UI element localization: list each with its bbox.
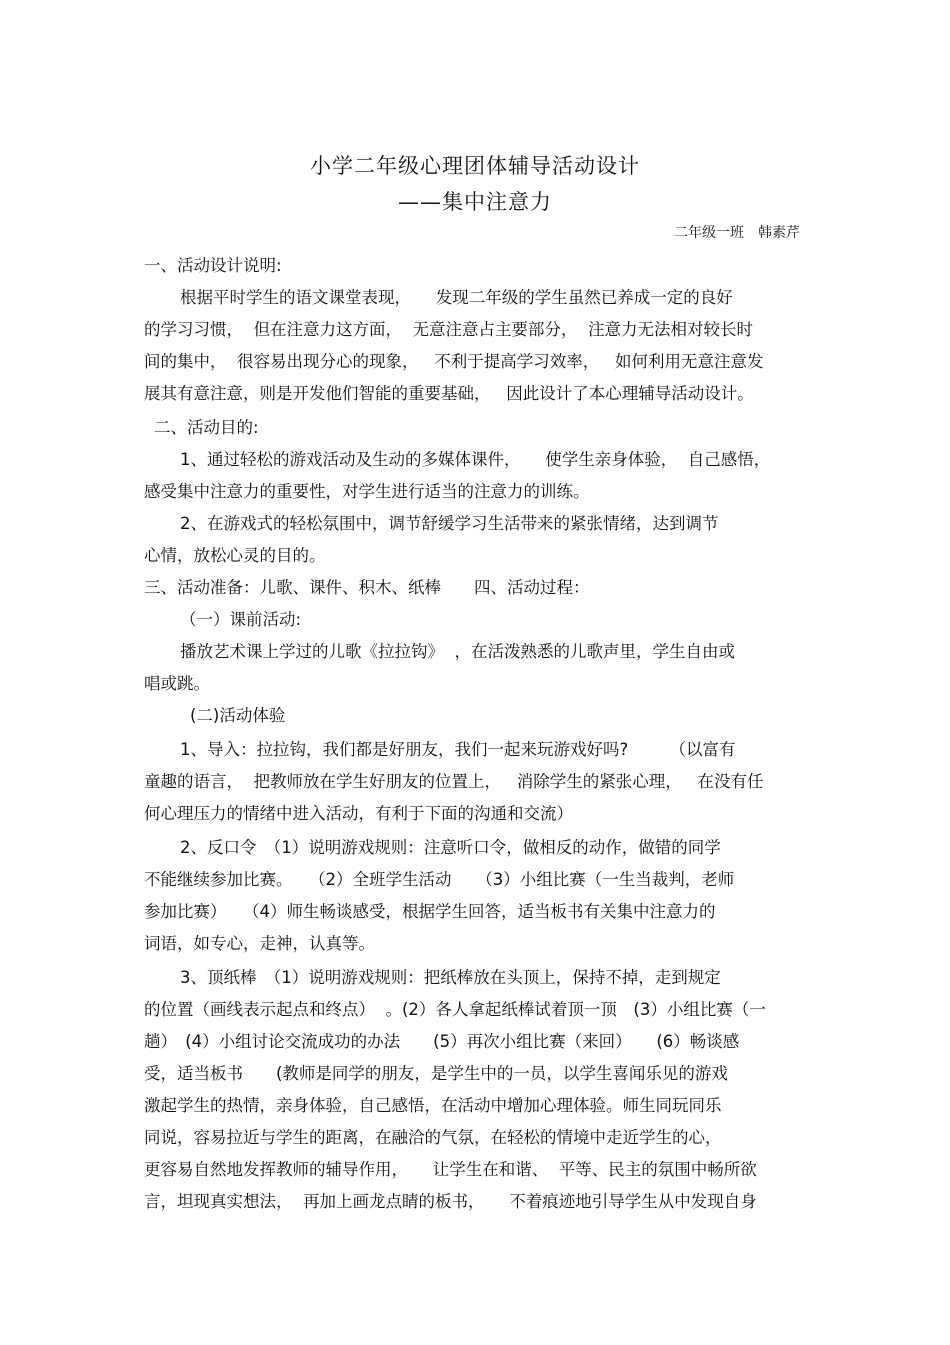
paragraph-line: 同说，容易拉近与学生的距离，在融洽的气氛，在轻松的情境中走近学生的心， bbox=[144, 1128, 722, 1147]
paragraph-line: 激起学生的热情，亲身体验，自己感悟，在活动中增加心理体验。师生同玩同乐 bbox=[144, 1096, 722, 1115]
paragraph-line: 2、反口令 （1）说明游戏规则：注意听口令，做相反的动作，做错的同学 bbox=[180, 838, 721, 857]
paragraph-line: 不能继续参加比赛。 （2）全班学生活动 （3）小组比赛（一生当裁判，老师 bbox=[144, 870, 735, 889]
paragraph-line: 根据平时学生的语文课堂表现， 发现二年级的学生虽然已养成一定的良好 bbox=[180, 288, 733, 307]
subsection-heading: (二)活动体验 bbox=[190, 706, 286, 725]
paragraph-line: 3、顶纸棒 （1）说明游戏规则：把纸棒放在头顶上，保持不掉，走到规定 bbox=[180, 968, 721, 987]
paragraph-line: 2、在游戏式的轻松氛围中，调节舒缓学习生活带来的紧张情绪，达到调节 bbox=[180, 514, 719, 533]
paragraph-line: 词语，如专心，走神，认真等。 bbox=[144, 934, 375, 953]
document-title: 小学二年级心理团体辅导活动设计 bbox=[310, 154, 640, 178]
paragraph-line: 心情，放松心灵的目的。 bbox=[144, 546, 326, 565]
paragraph-line: 唱或跳。 bbox=[144, 674, 210, 693]
paragraph-line: 感受集中注意力的重要性，对学生进行适当的注意力的训练。 bbox=[144, 482, 590, 501]
section-heading: 三、活动准备：儿歌、课件、积木、纸棒 四、活动过程： bbox=[144, 578, 590, 597]
paragraph-line: 言，坦现真实想法， 再加上画龙点睛的板书， 不着痕迹地引导学生从中发现自身 bbox=[144, 1192, 757, 1211]
document-subtitle: ——集中注意力 bbox=[398, 190, 552, 214]
paragraph-line: 的位置（画线表示起点和终点） 。(2）各人拿起纸棒试着顶一顶 (3）小组比赛（一 bbox=[144, 1000, 766, 1019]
section-heading: 二、活动目的: bbox=[154, 418, 259, 437]
author-line: 二年级一班 韩素芹 bbox=[674, 225, 800, 241]
paragraph-line: 趟） (4）小组讨论交流成功的办法 (5）再次小组比赛（来回） (6）畅谈感 bbox=[144, 1032, 740, 1051]
subsection-heading: （一）课前活动: bbox=[180, 610, 302, 629]
paragraph-line: 展其有意注意，则是开发他们智能的重要基础， 因此设计了本心理辅导活动设计。 bbox=[144, 384, 754, 403]
paragraph-line: 1、通过轻松的游戏活动及生动的多媒体课件， 使学生亲身体验， 自己感悟， bbox=[180, 450, 771, 469]
paragraph-line: 播放艺术课上学过的儿歌《拉拉钩》 ，在活泼熟悉的儿歌声里，学生自由或 bbox=[180, 642, 735, 661]
paragraph-line: 童趣的语言， 把教师放在学生好朋友的位置上， 消除学生的紧张心理， 在没有任 bbox=[144, 772, 764, 791]
paragraph-line: 间的集中， 很容易出现分心的现象， 不利于提高学习效率， 如何利用无意注意发 bbox=[144, 352, 764, 371]
section-heading: 一、活动设计说明: bbox=[144, 256, 282, 275]
paragraph-line: 参加比赛） （4）师生畅谈感受，根据学生回答，适当板书有关集中注意力的 bbox=[144, 902, 716, 921]
paragraph-line: 何心理压力的情绪中进入活动，有利于下面的沟通和交流） bbox=[144, 804, 573, 823]
paragraph-line: 受，适当板书 (教师是同学的朋友，是学生中的一员，以学生喜闻乐见的游戏 bbox=[144, 1064, 728, 1083]
paragraph-line: 1、导入：拉拉钩，我们都是好朋友，我们一起来玩游戏好吗? （以富有 bbox=[180, 740, 736, 759]
paragraph-line: 更容易自然地发挥教师的辅导作用， 让学生在和谐、 平等、民主的氛围中畅所欲 bbox=[144, 1160, 757, 1179]
paragraph-line: 的学习习惯， 但在注意力这方面， 无意注意占主要部分， 注意力无法相对较长时 bbox=[144, 320, 753, 339]
